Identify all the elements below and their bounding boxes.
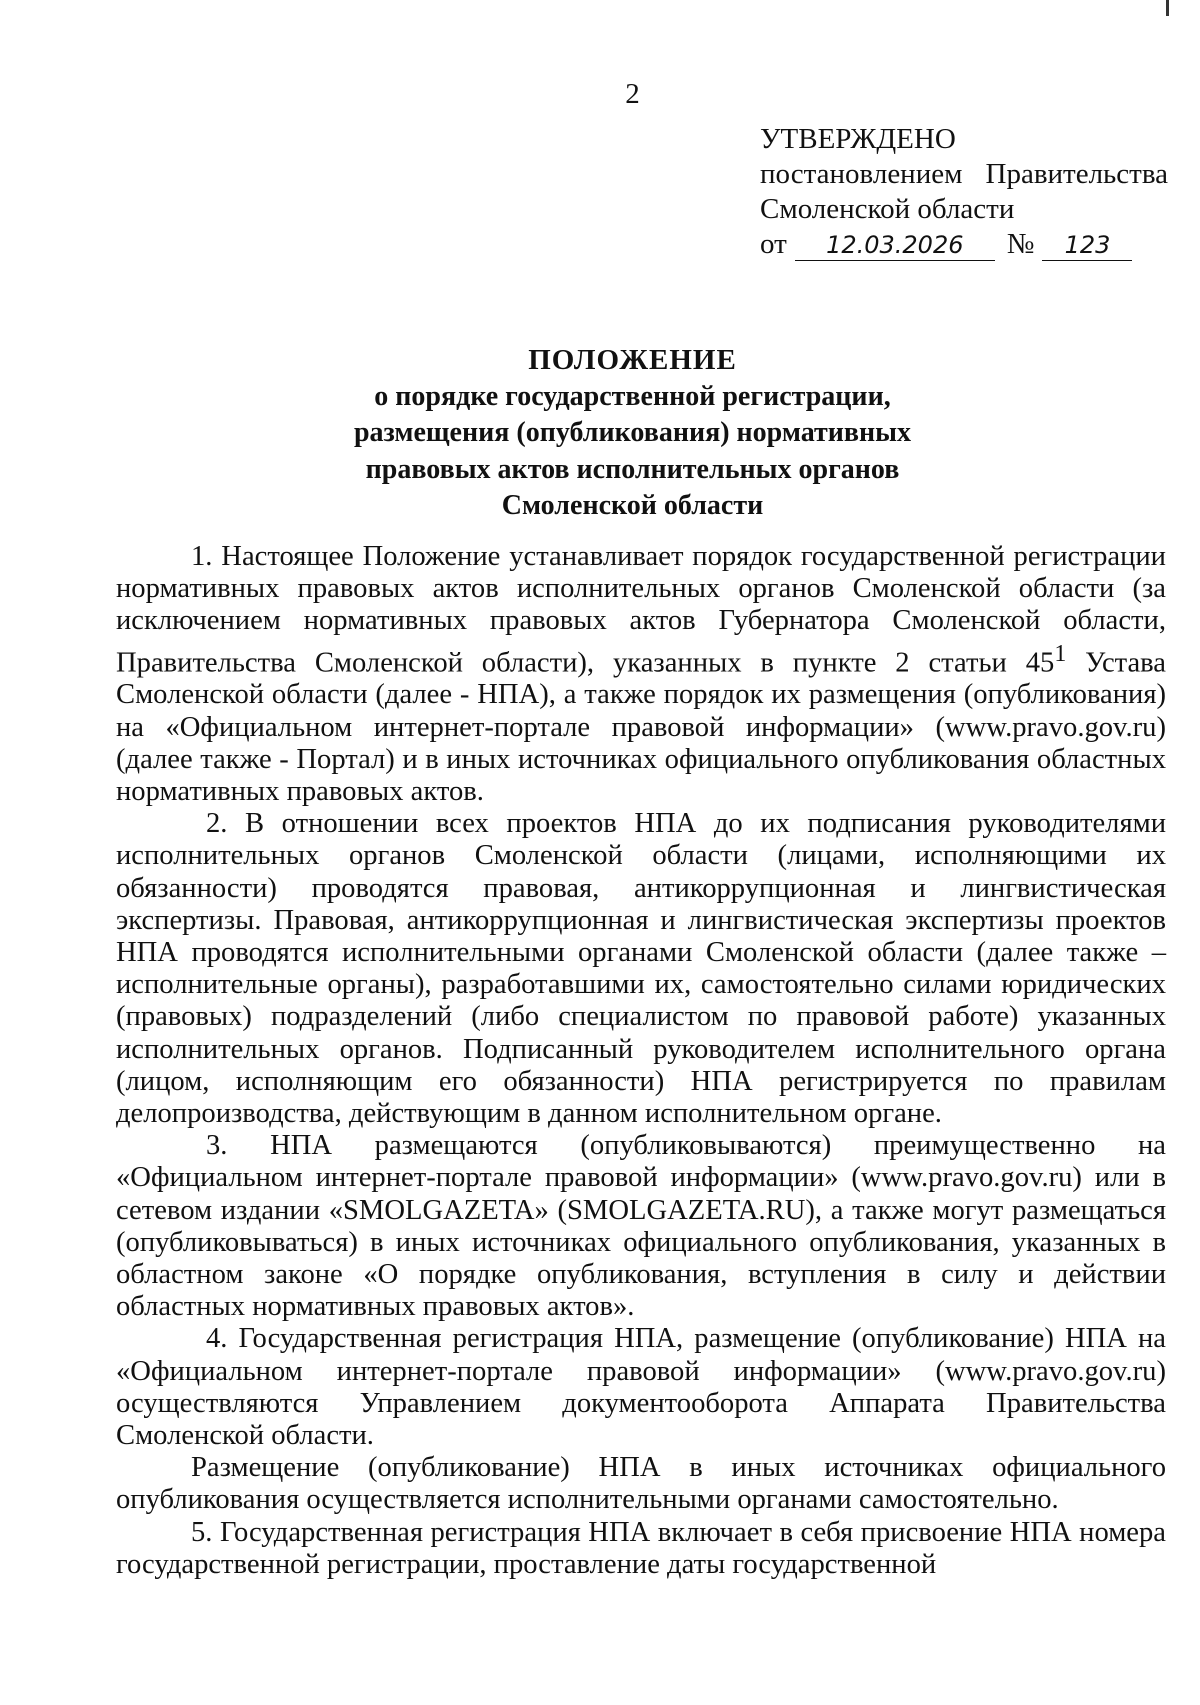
paragraph-3: 3. НПА размещаются (опубликовываются) преимущественно на «Официальном интернет-портале правовой информации» (www.pravo.gov.ru) или в сетевом издании «SMOLGAZETA» (SMOLGAZETA.RU), а также могут размещаться (опубликовываться) в иных источниках официального опубликования, указанных в областном законе «О порядке опубликования, вступления в силу и действии областных нормативных правовых актов».: [116, 1130, 1166, 1323]
document-body: [116, 541, 1166, 1581]
paragraph-2: 2. В отношении всех проектов НПА до их подписания руководителями исполнительных органов Смоленской области (лицами, исполняющими их обязанности) проводятся правовая, антикоррупционная и лингвистическая экспертизы. Правовая, антикоррупционная и лингвистическая экспертизы проектов НПА проводятся исполнительными органами Смоленской области (далее также – исполнительные органы), разработавшими их, самостоятельно силами юридических (правовых) подразделений (либо специалистом по правовой работе) указанных исполнительных органов. Подписанный руководителем исполнительного органа (лицом, исполняющим его обязанности) НПА регистрируется по правилам делопроизводства, действующим в данном исполнительном органе.: [116, 808, 1166, 1129]
approval-by: [760, 157, 1168, 192]
approval-number-label: №: [1006, 228, 1035, 260]
paragraph-1-rest: Устава Смоленской области (далее - НПА), а также порядок их размещения (опубликования) на «Официальном интернет-портале правовой информации» (www.pravo.gov.ru) (далее также - Портал) и в иных источниках официального опубликования областных нормативных правовых актов.: [116, 647, 1166, 807]
approval-number: 123: [1042, 230, 1132, 261]
approval-heading: УТВЕРЖДЕНО: [760, 123, 956, 155]
approval-region: Смоленской области: [760, 193, 1015, 225]
approval-by-body: Правительства: [985, 158, 1168, 190]
paragraph-4: 4. Государственная регистрация НПА, размещение (опубликование) НПА на «Официальном интернет-портале правовой информации» (www.pravo.gov.ru) осуществляются Управлением документооборота Аппарата Правительства Смоленской области.: [116, 1323, 1166, 1452]
scan-mark: [1166, 0, 1169, 16]
paragraph-1-text: 1. Настоящее Положение устанавливает порядок государственной регистрации нормативных правовых актов исполнительных органов Смоленской области (за исключением нормативных правовых актов Губернатора Смоленской области, Правительства Смоленской области), указанных в пункте 2 статьи 45: [116, 541, 1166, 679]
approval-from-label: от: [760, 228, 787, 260]
approval-date-row: [760, 227, 1168, 262]
title-line-1: о порядке государственной регистрации,: [374, 380, 891, 412]
paragraph-4-continued: Размещение (опубликование) НПА в иных источниках официального опубликования осуществляется исполнительными органами самостоятельно.: [116, 1452, 1166, 1516]
title-line-4: Смоленской области: [501, 490, 764, 521]
approval-stamp: [760, 122, 1168, 262]
title-line-2: размещения (опубликования) нормативных: [353, 417, 911, 448]
paragraph-1: [116, 541, 1166, 808]
document-title: [0, 342, 1200, 525]
title-main: ПОЛОЖЕНИЕ: [528, 344, 737, 376]
page-number: 2: [625, 78, 640, 110]
paragraph-5: 5. Государственная регистрация НПА включает в себя присвоение НПА номера государственной регистрации, проставление даты государственной: [116, 1516, 1166, 1580]
paragraph-1-superscript: 1: [1054, 640, 1067, 667]
approval-by-word: постановлением: [760, 158, 963, 190]
title-line-3: правовых актов исполнительных органов: [365, 453, 900, 485]
approval-date: 12.03.2026: [795, 230, 995, 261]
